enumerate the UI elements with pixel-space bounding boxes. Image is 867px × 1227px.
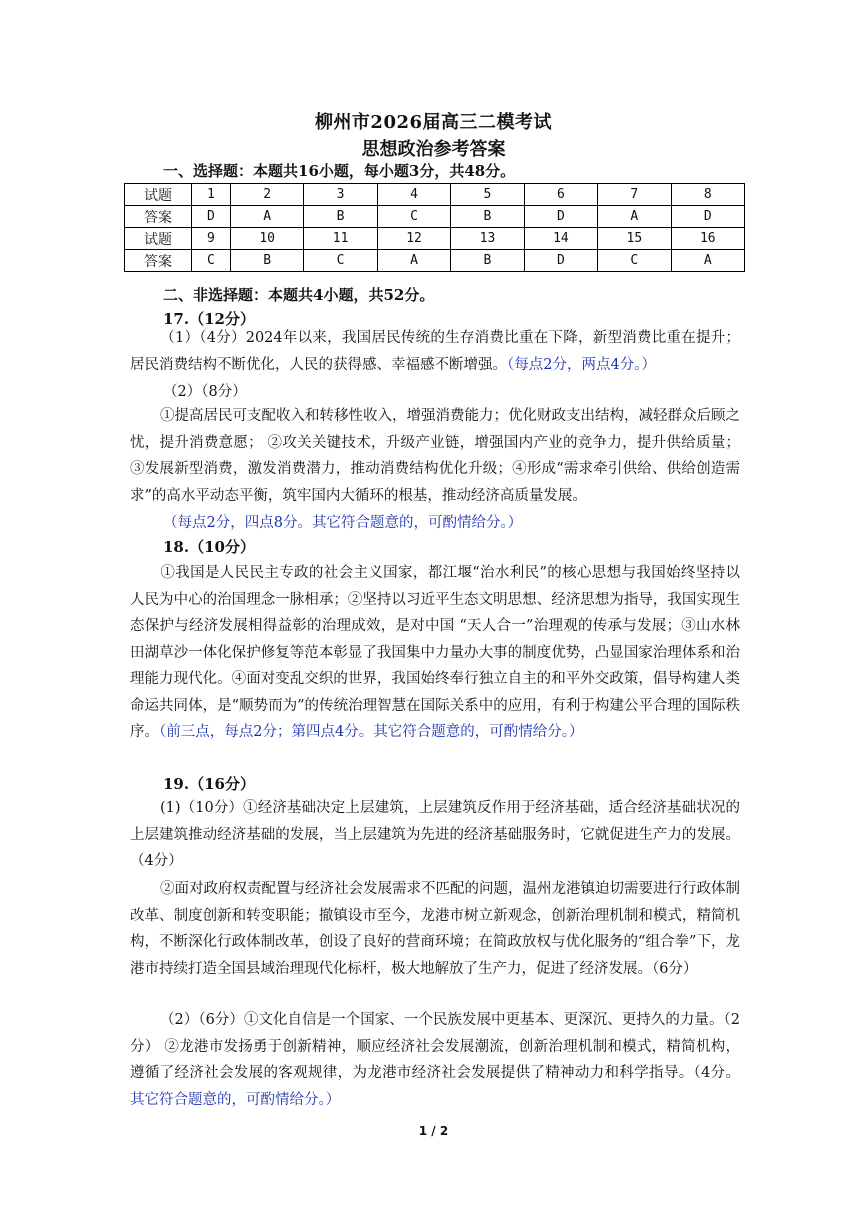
question-number: 2 (230, 184, 303, 206)
answer-cell: C (598, 250, 671, 272)
table-row-label: 试题 (125, 184, 192, 206)
answer-cell: A (230, 206, 303, 228)
q18-text: ①我国是人民民主专政的社会主义国家，都江堰“治水利民”的核心思想与我国始终坚持以人民为中心的治国理念一脉相承；②坚持以习近平生态文明思想、经济思想为指导，我国实现生态保护与经济发展相得益彰的治理成效，是对中国 “天人合一”治理观的传承与发展；③山水林田湖草沙一体化保护修复等范本彰显了我国集中力量办大事的制度优势，凸显国家治理体系和治理能力现代化。④面对变乱交织的世界，我国始终奉行独立自主的和平外交政策，倡导构建人类命运共同体，是“顺势而为”的传统治理智慧在国际关系中的应用，有利于构建公平合理的国际秩序。 (130, 565, 740, 740)
answer-cell: C (304, 250, 377, 272)
q17-part1-score: （每点2分，两点4分。） (507, 356, 656, 373)
question-number: 9 (192, 228, 231, 250)
table-row (125, 184, 745, 206)
answer-cell: C (377, 206, 450, 228)
q19-part2-score: 其它符合题意的，可酌情给分。） (130, 1091, 341, 1108)
answer-cell: A (377, 250, 450, 272)
answer-cell: B (451, 250, 524, 272)
question-number: 15 (598, 228, 671, 250)
q19-part1b (130, 876, 740, 982)
question-number: 3 (304, 184, 377, 206)
question-number: 6 (524, 184, 597, 206)
q19-part2 (130, 1007, 740, 1113)
table-row (125, 206, 745, 228)
answer-cell: D (524, 206, 597, 228)
section1-heading: 一、选择题：本题共16小题，每小题3分，共48分。 (163, 162, 516, 180)
question-number: 4 (377, 184, 450, 206)
answer-table (124, 183, 745, 272)
table-row-label: 答案 (125, 206, 192, 228)
q19-part2-score-plain: （4分。 (693, 1065, 740, 1081)
answer-cell: B (304, 206, 377, 228)
q18-heading: 18.（10分） (163, 538, 255, 556)
question-number: 1 (192, 184, 231, 206)
section2-heading: 二、非选择题：本题共4小题，共52分。 (163, 286, 435, 304)
question-number: 11 (304, 228, 377, 250)
q17-part1 (130, 325, 740, 378)
table-row-label: 答案 (125, 250, 192, 272)
page-number: 1 / 2 (418, 1124, 449, 1138)
table-row-label: 试题 (125, 228, 192, 250)
question-number: 10 (230, 228, 303, 250)
q17-part2 (130, 403, 740, 509)
answer-cell: D (524, 250, 597, 272)
document-title: 柳州市2026届高三二模考试 (314, 112, 553, 133)
answer-cell: D (192, 206, 231, 228)
document-subtitle: 思想政治参考答案 (361, 139, 506, 160)
answer-cell: C (192, 250, 231, 272)
question-number: 14 (524, 228, 597, 250)
q18-score: （前三点，每点2分；第四点4分。其它符合题意的，可酌情给分。） (159, 724, 584, 740)
question-number: 5 (451, 184, 524, 206)
q19-part1 (130, 795, 740, 875)
q17-part2-score: （每点2分，四点8分。其它符合题意的，可酌情给分。） (163, 515, 523, 531)
question-number: 13 (451, 228, 524, 250)
question-number: 7 (598, 184, 671, 206)
q17-part1-text: （1）（4分）2024年以来，我国居民传统的生存消费比重在下降，新型消费比重在提升；居民消费结构不断优化，人民的获得感、幸福感不断增强。 (130, 330, 740, 373)
q19-heading: 19.（16分） (163, 775, 255, 793)
q19-part1-text: (1)（10分）①经济基础决定上层建筑，上层建筑反作用于经济基础，适合经济基础状况的上层建筑推动经济基础的发展，当上层建筑为先进的经济基础服务时，它就促进生产力的发展。（4分） (130, 800, 740, 869)
answer-cell: A (671, 250, 744, 272)
question-number: 16 (671, 228, 744, 250)
q17-part2-label: （2）（8分） (163, 384, 247, 400)
question-number: 12 (377, 228, 450, 250)
answer-cell: B (451, 206, 524, 228)
answer-cell: A (598, 206, 671, 228)
q19-part2-text: （2）（6分）①文化自信是一个国家、一个民族发展中更基本、更深沉、更持久的力量。（2分） ②龙港市发扬勇于创新精神，顺应经济社会发展潮流，创新治理机制和模式，精简机构，遵循了经济社会发展的客观规律，为龙港市经济社会发展提供了精神动力和科学指导。 (130, 1012, 740, 1081)
q19-part1b-text: ②面对政府权责配置与经济社会发展需求不匹配的问题，温州龙港镇迫切需要进行行政体制改革、制度创新和转变职能；撤镇设市至今，龙港市树立新观念，创新治理机制和模式，精简机构，不断深化行政体制改革，创设了良好的营商环境；在简政放权与优化服务的“组合拳”下，龙港市持续打造全国县域治理现代化标杆，极大地解放了生产力，促进了经济发展。（6分） (130, 881, 740, 977)
q18-body (130, 560, 740, 746)
answer-cell: D (671, 206, 744, 228)
table-row (125, 228, 745, 250)
question-number: 8 (671, 184, 744, 206)
q17-part2-text: ①提高居民可支配收入和转移性收入，增强消费能力；优化财政支出结构，减轻群众后顾之忧，提升消费意愿； ②攻关关键技术，升级产业链，增强国内产业的竞争力，提升供给质量； ③发展新型消费，激发消费潜力，推动消费结构优化升级；④形成“需求牵引供给、供给创造需求”的高水平动态平衡，筑牢国内大循环的根基，推动经济高质量发展。 (130, 408, 740, 504)
answer-cell: B (230, 250, 303, 272)
table-row (125, 250, 745, 272)
q17-heading: 17.（12分） (163, 310, 255, 328)
